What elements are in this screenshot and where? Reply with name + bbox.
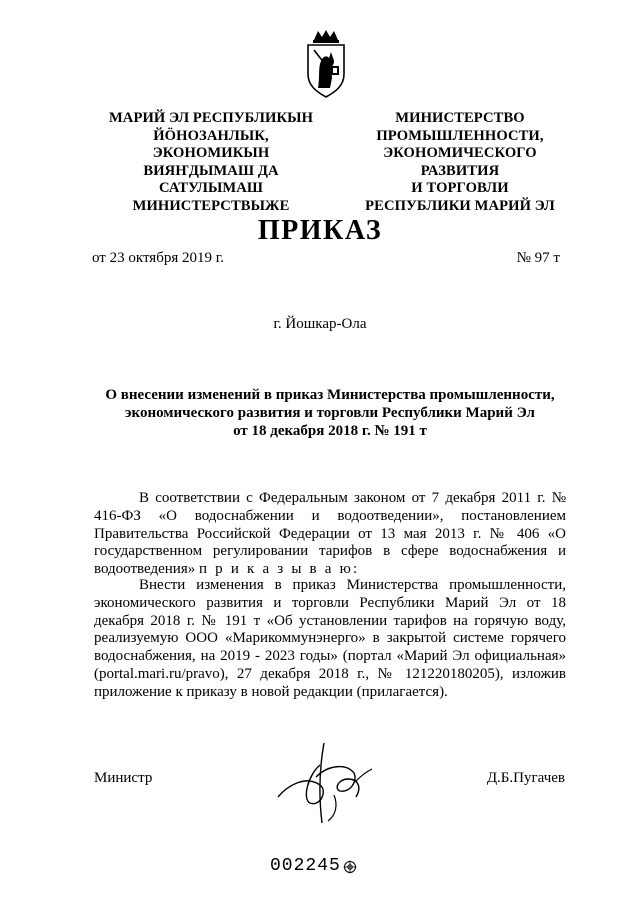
document-date: от 23 октября 2019 г.	[92, 250, 224, 266]
ornament-icon	[343, 860, 357, 874]
order-word: п р и к а з ы в а ю:	[199, 561, 360, 578]
ministry-name-russian	[345, 110, 575, 215]
header-right-line: РЕСПУБЛИКИ МАРИЙ ЭЛ	[365, 197, 555, 214]
document-number: № 97 т	[516, 250, 560, 266]
paragraph-1-text: В соответствии с Федеральным законом от 7 декабря 2011 г. № 416-ФЗ «О водоснабжении и водоотведении», постановлением Правительства Российской Федерации от 13 мая 2013 г. № 406 «О государственном регулировании тарифов в сфере водоснабжения и водоотведения»	[94, 490, 566, 578]
header-right-line: И ТОРГОВЛИ	[411, 180, 509, 196]
ministry-name-mari	[96, 110, 326, 215]
header-right-line: МИНИСТЕРСТВО	[395, 110, 525, 126]
document-subject	[95, 386, 565, 440]
subject-line: от 18 декабря 2018 г. № 191 т	[233, 423, 427, 439]
body-paragraph-2: Внести изменения в приказ Министерства промышленности, экономического развития и торговли Республики Марий Эл от 18 декабря 2018 г. № 191 т «Об установлении тарифов на горячую воду, реализуемую ООО «Марикоммунэнерго» в закрытой системе горячего водоснабжения, на 2019 - 2023 годы» (портал «Марий Эл официальная» (portal.mari.ru/pravo), 27 декабря 2018 г., № 121220180205), изложив приложение к приказу в новой редакции (прилагается).	[94, 577, 566, 700]
handwritten-signature	[258, 735, 398, 827]
subject-line: экономического развития и торговли Республики Марий Эл	[125, 405, 535, 421]
serial-number: 002245	[270, 856, 341, 876]
signer-position: Министр	[94, 770, 153, 786]
header-left-line: МАРИЙ ЭЛ РЕСПУБЛИКЫН	[108, 110, 314, 126]
header-right-line: ЭКОНОМИЧЕСКОГО РАЗВИТИЯ	[383, 145, 537, 179]
body-paragraph-1	[94, 490, 566, 579]
subject-line: О внесении изменений в приказ Министерства промышленности,	[105, 387, 555, 403]
header-left-line: ЙӦНОЗАНЛЫК, ЭКОНОМИКЫН	[152, 127, 270, 161]
document-title: ПРИКАЗ	[257, 215, 383, 246]
header-right-line: ПРОМЫШЛЕННОСТИ,	[376, 127, 544, 144]
coat-of-arms-icon	[300, 28, 352, 100]
header-left-line: САТУЛЫМАШ	[158, 180, 264, 196]
header-left-line: МИНИСТЕРСТВЫЖЕ	[132, 197, 290, 214]
signer-name: Д.Б.Пугачев	[486, 770, 565, 786]
document-city: г. Йошкар-Ола	[273, 316, 367, 332]
header-left-line: ВИЯҤДЫМАШ ДА	[143, 162, 279, 179]
